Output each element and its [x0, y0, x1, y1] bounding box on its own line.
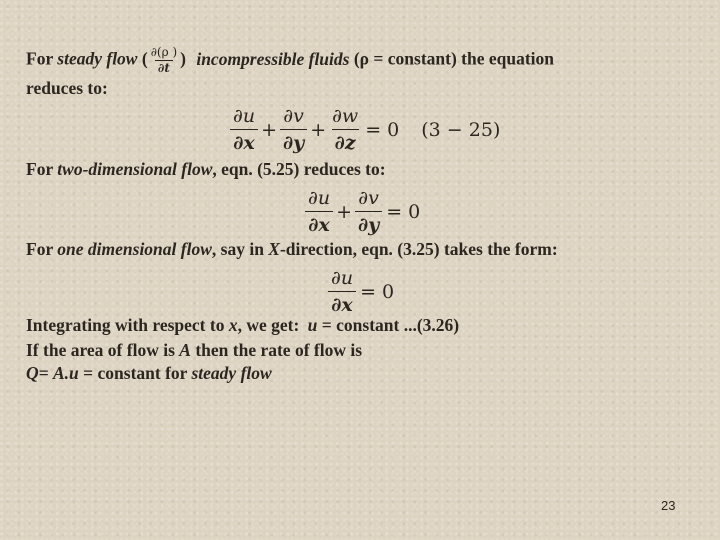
numerator-du: ∂u	[308, 187, 331, 209]
text-line-3	[26, 158, 386, 180]
text-constant-equation: (ρ = constant) the equation	[353, 48, 555, 69]
text-x-variable: x	[228, 315, 238, 335]
text-direction-takes-form: -direction, eqn. (3.25) takes the form:	[279, 239, 558, 259]
text-q-equals: Q=	[26, 363, 49, 383]
numerator-du: ∂u	[233, 105, 256, 127]
text-line-2	[26, 77, 108, 99]
fraction-du-dx	[328, 266, 356, 317]
equals-zero: = 0	[365, 118, 400, 141]
text-one-dimensional-flow: one dimensional flow	[57, 239, 212, 259]
text-a-variable: A	[179, 340, 191, 360]
denominator-dx: ∂x	[328, 291, 355, 317]
numerator-dw: ∂w	[332, 105, 359, 127]
text-x-direction-letter: X	[268, 239, 280, 259]
text-if-area: If the area of flow is	[26, 340, 175, 360]
fraction-dv-dy	[355, 186, 382, 237]
numerator-du: ∂u	[331, 267, 354, 289]
density-derivative-fraction	[148, 46, 180, 75]
text-line-1	[26, 46, 554, 75]
denominator-dy: ∂y	[280, 129, 307, 155]
text-steady-flow: steady flow	[57, 48, 138, 69]
plus-sign: +	[310, 118, 327, 141]
text-for: For	[26, 159, 53, 179]
equation-2d-continuity	[305, 186, 420, 237]
text-rate-of-flow: then the rate of flow is	[195, 340, 363, 360]
denominator-dz: ∂z	[332, 129, 359, 155]
text-incompressible-fluids: incompressible fluids	[196, 48, 350, 69]
fraction-numerator: ∂(ρ )	[150, 45, 178, 59]
text-u-variable: u	[307, 315, 318, 335]
text-a-dot-u: A.u	[53, 363, 79, 383]
text-integrating: Integrating with respect to	[26, 315, 225, 335]
plus-sign: +	[261, 118, 277, 141]
text-constant-for: = constant for	[83, 363, 188, 383]
text-line-5	[26, 314, 459, 336]
equation-1d-continuity	[328, 266, 394, 317]
text-for: For	[26, 239, 53, 259]
paren-open: (	[141, 48, 148, 69]
text-for: For	[26, 48, 53, 69]
equation-3-25	[230, 104, 500, 155]
text-two-dimensional-flow: two-dimensional flow	[57, 159, 213, 179]
plus-sign: +	[336, 200, 352, 223]
numerator-dv: ∂v	[283, 105, 304, 127]
denominator-dx: ∂x	[230, 129, 257, 155]
denominator-dx: ∂x	[305, 211, 332, 237]
fraction-dw-dz	[329, 104, 361, 155]
denominator-dy: ∂y	[355, 211, 382, 237]
text-we-get: , we get:	[237, 315, 300, 335]
text-line-4	[26, 238, 558, 260]
numerator-dv: ∂v	[358, 187, 379, 209]
text-steady-flow: steady flow	[191, 363, 272, 383]
equation-label: (3 − 25)	[421, 118, 501, 141]
equals-zero: = 0	[360, 280, 395, 303]
equals-zero: = 0	[386, 200, 421, 223]
page-number: 23	[661, 498, 676, 513]
text-reduces-to-eqn: , eqn. (5.25) reduces to:	[212, 159, 386, 179]
paren-close: )	[180, 48, 186, 69]
fraction-du-dx	[230, 104, 258, 155]
fraction-dv-dy	[280, 104, 307, 155]
text-say-in: , say in	[211, 239, 264, 259]
fraction-du-dx	[305, 186, 333, 237]
text-reduces-to: reduces to:	[26, 78, 108, 98]
text-line-6	[26, 339, 362, 361]
fraction-denominator: ∂t	[155, 60, 173, 75]
text-u-constant: = constant ...(3.26)	[321, 315, 460, 335]
text-line-7	[26, 362, 272, 384]
